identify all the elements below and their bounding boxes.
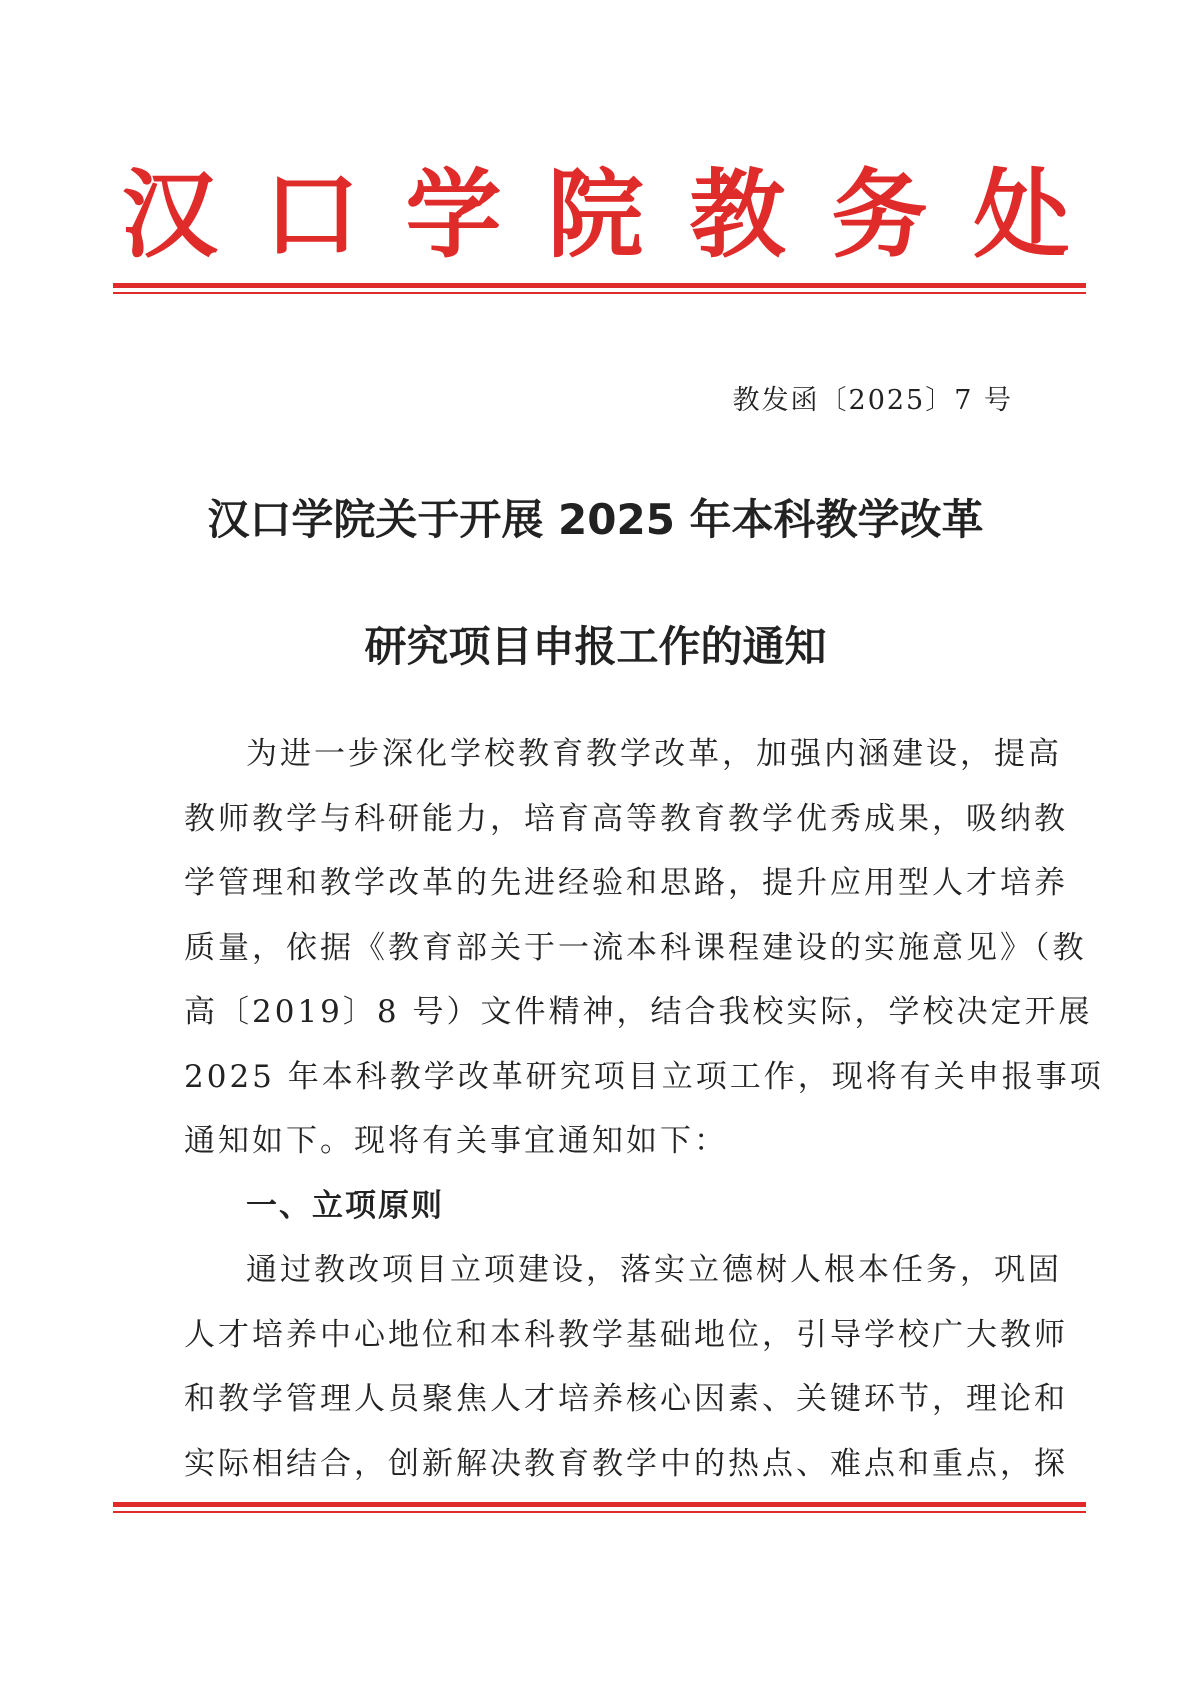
paragraph-line: 实际相结合，创新解决教育教学中的热点、难点和重点，探 — [184, 1445, 1068, 1482]
paragraph-line: 人才培养中心地位和本科教学基础地位，引导学校广大教师 — [184, 1316, 1068, 1353]
paragraph-line: 通知如下。现将有关事宜通知如下： — [184, 1123, 728, 1159]
rule-thin-line — [113, 292, 1086, 294]
paragraph-line: 学管理和教学改革的先进经验和思路，提升应用型人才培养 — [184, 865, 1068, 901]
document-title-line-2: 研究项目申报工作的通知 — [364, 622, 827, 671]
paragraph-line: 质量，依据《教育部关于一流本科课程建设的实施意见》（教 — [184, 929, 1087, 966]
masthead-title: 汉口学院教务处 — [121, 158, 1116, 271]
document-title-line-1: 汉口学院关于开展 2025 年本科教学改革 — [207, 495, 984, 544]
paragraph-line: 教师教学与科研能力，培育高等教育教学优秀成果，吸纳教 — [184, 800, 1068, 837]
paragraph-line: 2025 年本科教学改革研究项目立项工作，现将有关申报事项 — [184, 1058, 1104, 1095]
rule-thin-line — [113, 1511, 1086, 1513]
paragraph-line: 为进一步深化学校教育教学改革，加强内涵建设，提高 — [246, 736, 1062, 772]
header-double-rule — [113, 283, 1086, 294]
document-body — [184, 722, 1104, 1496]
paragraph-line: 通过教改项目立项建设，落实立德树人根本任务，巩固 — [246, 1252, 1062, 1288]
document-number: 教发函〔2025〕7 号 — [732, 385, 1013, 416]
footer-double-rule — [113, 1502, 1086, 1513]
paragraph-line: 高〔2019〕8 号）文件精神，结合我校实际，学校决定开展 — [184, 994, 1093, 1030]
paragraph-line: 和教学管理人员聚焦人才培养核心因素、关键环节，理论和 — [184, 1381, 1068, 1417]
section-heading: 一、立项原则 — [246, 1187, 444, 1224]
